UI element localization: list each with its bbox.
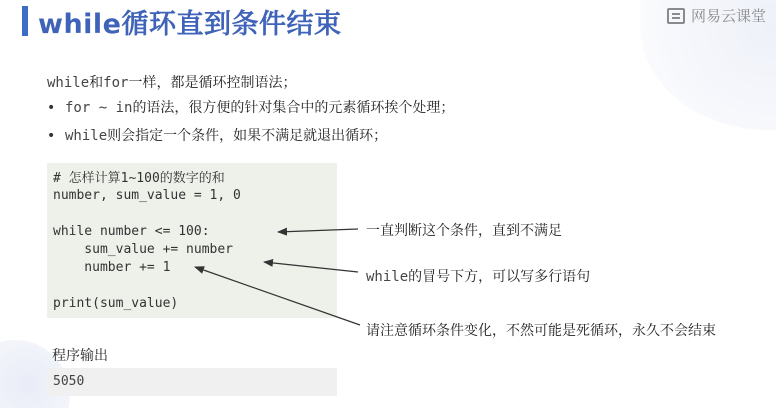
arrow-to-loop-body (264, 262, 358, 272)
page-title: while循环直到条件结束 (38, 9, 342, 40)
intro-text-and: 和 (89, 75, 104, 91)
code-line: number, sum_value = 1, 0 (53, 188, 241, 203)
code-line: sum_value += number (53, 242, 234, 257)
intro-text-rest: 一样，都是循环控制语法； (128, 75, 297, 91)
brand-name: 网易云课堂 (690, 7, 766, 25)
annotation-condition: 一直判断这个条件，直到不满足 (366, 223, 562, 239)
code-line: number += 1 (53, 260, 171, 275)
bullet-code: for ~ in (65, 100, 133, 116)
intro-keyword-while: while (47, 75, 90, 91)
bullet-text: 则会指定一个条件，如果不满足就退出循环； (107, 128, 388, 144)
output-value: 5050 (53, 374, 85, 389)
code-line: print(sum_value) (53, 296, 179, 311)
intro-keyword-for: for (103, 75, 129, 91)
bullet-marker: • (47, 128, 56, 144)
bullet-code: while (65, 128, 108, 144)
annotation-warning: 请注意循环条件变化，不然可能是死循环，永久不会结束 (366, 323, 716, 339)
bullet-marker: • (47, 100, 56, 116)
arrow-to-number-increment (195, 267, 360, 325)
annotation-colon-code: while (366, 269, 409, 285)
code-comment: # 怎样计算1~100的数字的和 (53, 171, 225, 186)
arrow-to-while-condition (278, 229, 358, 232)
bullet-text: 的语法，很方便的针对集合中的元素循环挨个处理； (132, 100, 455, 116)
code-line: while number <= 100: (53, 224, 210, 239)
output-label: 程序输出 (52, 348, 108, 364)
annotation-colon-text: 的冒号下方，可以写多行语句 (408, 269, 591, 285)
